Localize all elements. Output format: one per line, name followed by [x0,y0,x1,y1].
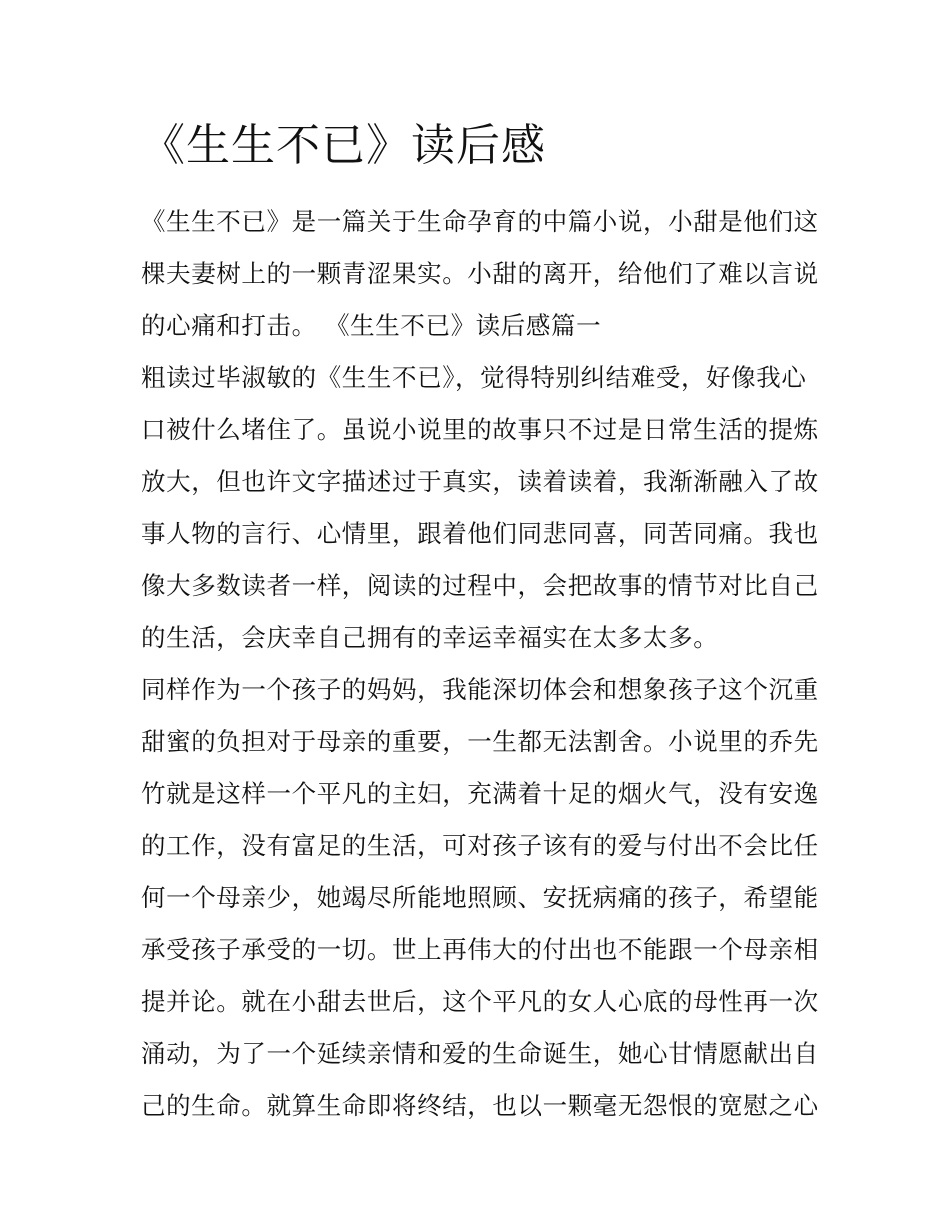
text-line: 《生生不已》是一篇关于生命孕育的中篇小说，小甜是他们这 [141,207,819,236]
text-line: 同样作为一个孩子的妈妈，我能深切体会和想象孩子这个沉重 [141,675,819,704]
text-line: 己的生命。就算生命即将终结，也以一颗毫无怨恨的宽慰之心 [141,1091,819,1120]
text-line: 像大多数读者一样，阅读的过程中，会把故事的情节对比自己 [141,571,819,600]
text-line: 竹就是这样一个平凡的主妇，充满着十足的烟火气，没有安逸 [141,779,819,808]
text-line: 的生活，会庆幸自己拥有的幸运幸福实在太多太多。 [141,623,719,652]
document-body [141,196,821,1132]
text-line: 粗读过毕淑敏的《生生不已》，觉得特别纠结难受，好像我心 [141,363,807,392]
document-title: 《生生不已》读后感 [141,120,546,171]
text-line: 的心痛和打击。 《生生不已》读后感篇一 [141,311,602,340]
text-line: 事人物的言行、心情里，跟着他们同悲同喜，同苦同痛。我也 [141,519,819,548]
text-line: 何一个母亲少，她竭尽所能地照顾、安抚病痛的孩子，希望能 [141,883,819,912]
text-line: 口被什么堵住了。虽说小说里的故事只不过是日常生活的提炼 [141,415,819,444]
text-line: 甜蜜的负担对于母亲的重要，一生都无法割舍。小说里的乔先 [141,727,819,756]
text-line: 的工作，没有富足的生活，可对孩子该有的爱与付出不会比任 [141,831,819,860]
text-line: 承受孩子承受的一切。世上再伟大的付出也不能跟一个母亲相 [141,935,819,964]
text-line: 放大，但也许文字描述过于真实，读着读着，我渐渐融入了故 [141,467,819,496]
text-line: 棵夫妻树上的一颗青涩果实。小甜的离开，给他们了难以言说 [141,259,819,288]
text-line: 涌动，为了一个延续亲情和爱的生命诞生，她心甘情愿献出自 [141,1039,819,1068]
text-line: 提并论。就在小甜去世后，这个平凡的女人心底的母性再一次 [141,987,819,1016]
